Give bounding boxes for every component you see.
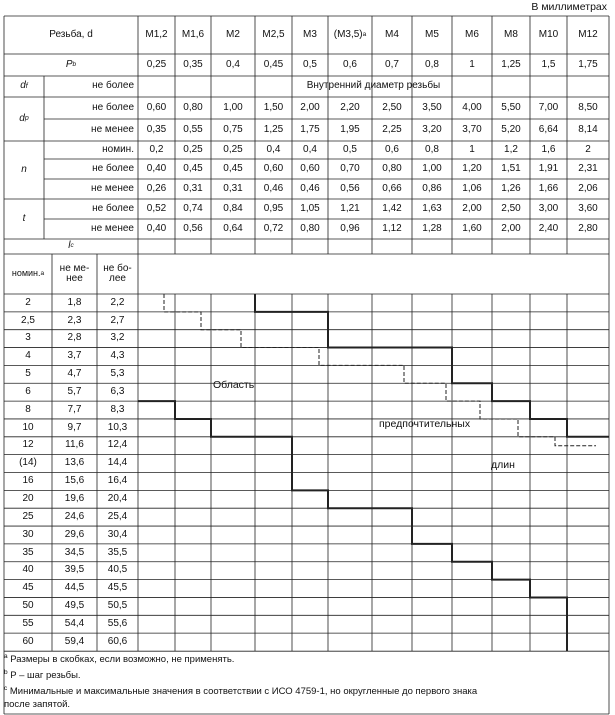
length-min: 49,5	[64, 600, 85, 612]
n-value: 0,26	[146, 182, 167, 194]
length-nominal: 2	[25, 296, 31, 308]
length-nominal: 30	[22, 528, 34, 540]
length-max: 45,5	[107, 582, 128, 594]
t-value: 0,80	[300, 222, 320, 234]
length-min: 7,7	[67, 403, 82, 415]
dp-value: 1,25	[263, 123, 284, 135]
n-value: 0,2	[149, 143, 164, 155]
n-value: 0,80	[382, 162, 402, 174]
length-max: 60,6	[107, 635, 128, 647]
n-value: 0,46	[263, 182, 284, 194]
dp-value: 4,00	[462, 101, 482, 113]
n-value: 1,06	[462, 182, 482, 194]
dp-value: 0,60	[146, 101, 167, 113]
n-value: 0,31	[183, 182, 203, 194]
df-span-text: Внутренний диаметр резьбы	[306, 80, 441, 92]
t-value: 0,64	[223, 222, 243, 234]
length-nominal: 16	[22, 475, 34, 487]
length-min: 2,8	[67, 332, 82, 344]
dp-value: 0,55	[183, 123, 203, 135]
length-nominal: 55	[22, 617, 34, 629]
t-value: 1,05	[300, 202, 320, 214]
length-max: 5,3	[110, 368, 125, 380]
n-value: 0,86	[422, 182, 442, 194]
length-min: 11,6	[65, 439, 84, 451]
size-M5: M5	[425, 28, 439, 40]
length-max: 40,5	[107, 564, 128, 576]
t-value: 1,21	[340, 202, 360, 214]
dp-limit: не менее	[91, 123, 134, 135]
length-max: 55,6	[107, 617, 128, 629]
n-value: 0,70	[340, 162, 360, 174]
pitch-value: 0,8	[425, 58, 439, 70]
footnote: после запятой.	[4, 699, 71, 711]
dp-value: 2,00	[300, 101, 320, 113]
length-min: 1,8	[67, 296, 82, 308]
pitch-value: 0,7	[385, 58, 399, 70]
length-nominal: 5	[25, 368, 31, 380]
footnotes	[4, 650, 604, 711]
dp-value: 1,75	[300, 123, 320, 135]
t-value: 2,80	[578, 222, 598, 234]
units-note: В миллиметрах	[531, 1, 607, 13]
pitch-footnote-mark: b	[72, 60, 77, 68]
n-value: 0,31	[223, 182, 243, 194]
length-max: 25,4	[107, 510, 128, 522]
length-max: 35,5	[107, 546, 128, 558]
pitch-value: 0,4	[226, 58, 240, 70]
n-symbol: n	[21, 163, 27, 175]
size-M2,5: M2,5	[262, 28, 285, 40]
dp-value: 0,75	[223, 123, 243, 135]
length-nominal: 4	[25, 350, 31, 362]
t-value: 0,56	[183, 222, 203, 234]
n-value: 0,25	[183, 143, 203, 155]
pitch-value: 0,25	[146, 58, 167, 70]
n-value: 2,31	[578, 162, 598, 174]
dp-value: 8,50	[578, 101, 598, 113]
length-max: 4,3	[110, 350, 125, 362]
n-value: 0,56	[340, 182, 360, 194]
t-symbol: t	[22, 212, 26, 224]
footnote: $^a$ Размеры в скобках, если возможно, не применять.	[4, 653, 235, 666]
length-nominal: 35	[22, 546, 34, 558]
n-value: 1,20	[462, 162, 482, 174]
length-max: 12,4	[107, 439, 128, 451]
n-value: 0,60	[263, 162, 284, 174]
n-value: 1,00	[422, 162, 442, 174]
length-nominal: 10	[22, 421, 34, 433]
n-value: 2,06	[578, 182, 598, 194]
t-value: 3,00	[538, 202, 559, 214]
dp-value: 2,50	[382, 101, 402, 113]
length-min: 29,6	[64, 528, 85, 540]
length-min: 5,7	[67, 385, 82, 397]
dp-value: 1,00	[223, 101, 243, 113]
dp-value: 5,20	[501, 123, 521, 135]
length-min: 39,5	[64, 564, 85, 576]
length-min: 44,5	[64, 582, 85, 594]
t-value: 0,84	[223, 202, 243, 214]
t-limit: не более	[92, 202, 134, 214]
dp-value: 1,95	[340, 123, 360, 135]
length-col-max: не бо- лее	[103, 262, 132, 284]
t-value: 0,52	[146, 202, 167, 214]
t-value: 2,50	[501, 202, 521, 214]
footnote: $^b$ P – шаг резьбы.	[4, 669, 81, 682]
n-value: 2	[585, 143, 591, 155]
n-value: 0,45	[183, 162, 203, 174]
thread-header: Резьба, d	[49, 28, 93, 40]
length-nominal: (14)	[19, 457, 37, 469]
length-max: 14,4	[107, 457, 128, 469]
dp-value: 5,50	[501, 101, 521, 113]
t-value: 1,63	[422, 202, 442, 214]
size-M1,2: M1,2	[145, 28, 168, 40]
length-min: 34,5	[64, 546, 85, 558]
length-max: 2,2	[110, 296, 125, 308]
pitch-value: 1,25	[501, 58, 521, 70]
dp-value: 2,25	[382, 123, 402, 135]
t-value: 0,72	[263, 222, 284, 234]
length-nominal: 50	[22, 600, 34, 612]
length-max: 6,3	[110, 385, 125, 397]
dp-value: 0,35	[146, 123, 167, 135]
pitch-value: 1,5	[541, 58, 556, 70]
n-value: 0,45	[223, 162, 243, 174]
t-value: 0,95	[263, 202, 284, 214]
length-nominal: 3	[25, 332, 31, 344]
pitch-value: 0,5	[303, 58, 317, 70]
pitch-value: 0,6	[343, 58, 357, 70]
footnote: $^c$ Минимальные и максимальные значения в соответствии с ИСО 4759-1, но округленные до первого знака	[4, 685, 478, 698]
length-nominal: 40	[22, 564, 34, 576]
size-(M3,5): (M3,5) a	[333, 28, 367, 40]
n-value: 0,4	[266, 143, 281, 155]
size-M10: M10	[538, 28, 559, 40]
length-nominal: 45	[22, 582, 34, 594]
dp-value: 3,70	[462, 123, 482, 135]
n-value: 1	[469, 143, 475, 155]
dp-symbol: d p	[19, 112, 29, 124]
n-value: 0,8	[425, 143, 439, 155]
length-min: 3,7	[67, 350, 82, 362]
size-M6: M6	[465, 28, 479, 40]
dp-value: 7,00	[538, 101, 559, 113]
length-max: 8,3	[110, 403, 125, 415]
length-label: l c	[68, 240, 74, 252]
pitch-value: 1	[469, 58, 475, 70]
n-value: 0,25	[223, 143, 243, 155]
n-value: 0,5	[343, 143, 357, 155]
t-limit: не менее	[91, 222, 134, 234]
length-max: 50,5	[107, 600, 128, 612]
size-M8: M8	[504, 28, 518, 40]
length-min: 15,6	[64, 475, 85, 487]
n-value: 1,91	[538, 162, 559, 174]
length-min: 2,3	[67, 314, 82, 326]
pitch-value: 1,75	[578, 58, 598, 70]
t-value: 3,60	[578, 202, 598, 214]
t-value: 0,74	[183, 202, 203, 214]
length-nominal: 2,5	[21, 314, 35, 326]
length-min: 19,6	[64, 493, 85, 505]
length-max: 3,2	[110, 332, 125, 344]
dp-value: 6,64	[538, 123, 559, 135]
dp-value: 1,50	[263, 101, 284, 113]
n-limit: не более	[92, 162, 134, 174]
dp-value: 3,20	[422, 123, 442, 135]
length-nominal: 12	[22, 439, 34, 451]
length-min: 13,6	[64, 457, 85, 469]
length-max: 10,3	[107, 421, 128, 433]
t-value: 1,60	[462, 222, 482, 234]
n-value: 1,66	[538, 182, 559, 194]
length-nominal: 25	[22, 510, 34, 522]
n-limit: не менее	[91, 182, 134, 194]
pitch-value: 0,35	[183, 58, 203, 70]
t-value: 2,00	[501, 222, 521, 234]
size-M2: M2	[226, 28, 240, 40]
n-value: 0,60	[300, 162, 320, 174]
size-M1,6: M1,6	[181, 28, 205, 40]
size-footnote-mark: a	[362, 30, 367, 38]
n-value: 0,6	[385, 143, 399, 155]
n-value: 1,6	[541, 143, 556, 155]
length-min: 59,4	[64, 635, 85, 647]
n-limit: номин.	[102, 143, 134, 155]
t-value: 2,40	[538, 222, 559, 234]
length-nominal: 8	[25, 403, 31, 415]
area-label: предпочтительных	[379, 418, 471, 430]
dp-value: 2,20	[340, 101, 360, 113]
t-value: 1,42	[382, 202, 402, 214]
pitch-label: P b	[65, 58, 77, 70]
length-nominal: 20	[22, 493, 34, 505]
length-max: 30,4	[107, 528, 128, 540]
area-label: Область	[213, 379, 255, 391]
n-value: 0,4	[303, 143, 317, 155]
n-value: 0,40	[146, 162, 167, 174]
n-value: 0,66	[382, 182, 402, 194]
t-value: 1,12	[382, 222, 402, 234]
length-max: 2,7	[110, 314, 125, 326]
size-M4: M4	[385, 28, 399, 40]
area-label: длин	[491, 459, 515, 471]
length-min: 24,6	[64, 510, 85, 522]
length-col-min: не ме- нее	[59, 262, 90, 284]
length-min: 9,7	[67, 421, 82, 433]
n-value: 1,51	[501, 162, 521, 174]
t-value: 1,28	[422, 222, 442, 234]
t-value: 2,00	[462, 202, 482, 214]
length-col-nominal: номин. a	[11, 268, 45, 279]
size-M3: M3	[303, 28, 317, 40]
pitch-value: 0,45	[263, 58, 284, 70]
t-value: 0,40	[146, 222, 167, 234]
n-value: 1,2	[504, 143, 518, 155]
length-max: 16,4	[107, 475, 128, 487]
dp-value: 0,80	[183, 101, 203, 113]
length-nominal: 6	[25, 385, 31, 397]
length-nominal: 60	[22, 635, 34, 647]
dp-value: 8,14	[578, 123, 598, 135]
length-max: 20,4	[107, 493, 128, 505]
n-value: 0,46	[300, 182, 320, 194]
dp-limit: не более	[92, 101, 134, 113]
length-min: 4,7	[67, 368, 82, 380]
df-limit: не более	[92, 80, 134, 92]
n-value: 1,26	[501, 182, 521, 194]
t-value: 0,96	[340, 222, 360, 234]
df-symbol: d f	[20, 80, 28, 92]
dp-value: 3,50	[422, 101, 442, 113]
length-min: 54,4	[64, 617, 85, 629]
size-M12: M12	[578, 28, 598, 40]
